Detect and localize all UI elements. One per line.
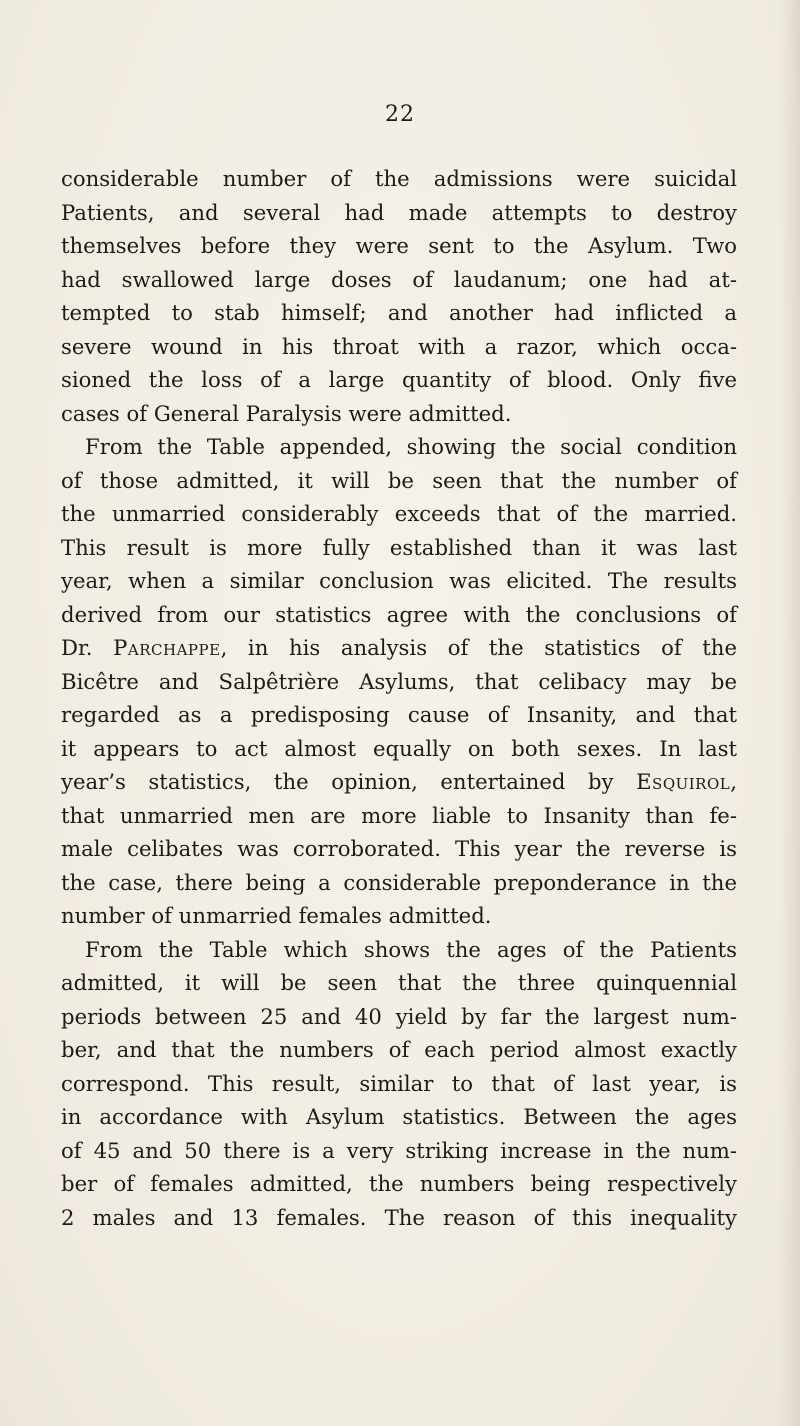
text-line: cases of General Paralysis were admitted.	[61, 400, 512, 426]
text-line: periods between 25 and 40 yield by far the largest num-	[61, 1003, 737, 1029]
text-line: From the Table appended, showing the social condition	[85, 434, 737, 459]
author-name-parchappe: Parchappe	[113, 635, 221, 660]
text-line: derived from our statistics agree with the conclusions of	[61, 601, 737, 627]
text-line: Patients, and several had made attempts to destroy	[61, 199, 737, 225]
text-line: year, when a similar conclusion was elicited. The results	[61, 568, 737, 593]
text-line: the unmarried considerably exceeds that of the married.	[61, 501, 737, 526]
page-number: 22	[385, 102, 415, 127]
text-line	[61, 631, 737, 665]
text-line: regarded as a predisposing cause of Insanity, and that	[61, 702, 737, 727]
text-line: number of unmarried females admitted.	[61, 903, 492, 928]
text-line: in accordance with Asylum statistics. Between the ages	[61, 1104, 737, 1129]
text-line: male celibates was corroborated. This year the reverse is	[61, 836, 737, 861]
author-name-esquirol: Esquirol	[636, 769, 731, 794]
text-line: ber, and that the numbers of each period almost exactly	[61, 1037, 737, 1062]
text-run: year’s statistics, the opinion, entertained by	[61, 769, 637, 794]
text-line: From the Table which shows the ages of the Patients	[85, 936, 737, 962]
text-line: considerable number of the admissions were suicidal	[61, 166, 737, 191]
text-line: had swallowed large doses of laudanum; one had at-	[61, 266, 737, 292]
text-line: tempted to stab himself; and another had inflicted a	[61, 300, 737, 325]
page-edge-shadow	[780, 0, 800, 1426]
text-line: it appears to act almost equally on both sexes. In last	[61, 735, 737, 761]
text-line: This result is more fully established than it was last	[61, 534, 737, 560]
text-line: themselves before they were sent to the Asylum. Two	[61, 233, 737, 258]
text-line: severe wound in his throat with a razor, which occa-	[61, 333, 737, 359]
text-line: 2 males and 13 females. The reason of this inequality	[61, 1204, 737, 1230]
text-line	[61, 765, 737, 799]
text-line: of 45 and 50 there is a very striking increase in the num-	[61, 1137, 737, 1163]
text-line: admitted, it will be seen that the three quinquennial	[61, 970, 737, 995]
text-line: sioned the loss of a large quantity of blood. Only five	[61, 367, 737, 392]
body-text	[61, 162, 737, 1234]
text-line: Bicêtre and Salpêtrière Asylums, that celibacy may be	[61, 668, 737, 694]
text-line: that unmarried men are more liable to Insanity than fe-	[61, 802, 737, 828]
text-line: ber of females admitted, the numbers being respectively	[61, 1171, 737, 1196]
text-run: ,	[730, 769, 737, 794]
text-line: the case, there being a considerable preponderance in the	[61, 869, 737, 895]
text-line: of those admitted, it will be seen that the number of	[61, 467, 737, 493]
text-run: , in his analysis of the statistics of the	[220, 635, 737, 660]
text-line: correspond. This result, similar to that of last year, is	[61, 1070, 737, 1096]
text-run: Dr.	[61, 635, 114, 660]
